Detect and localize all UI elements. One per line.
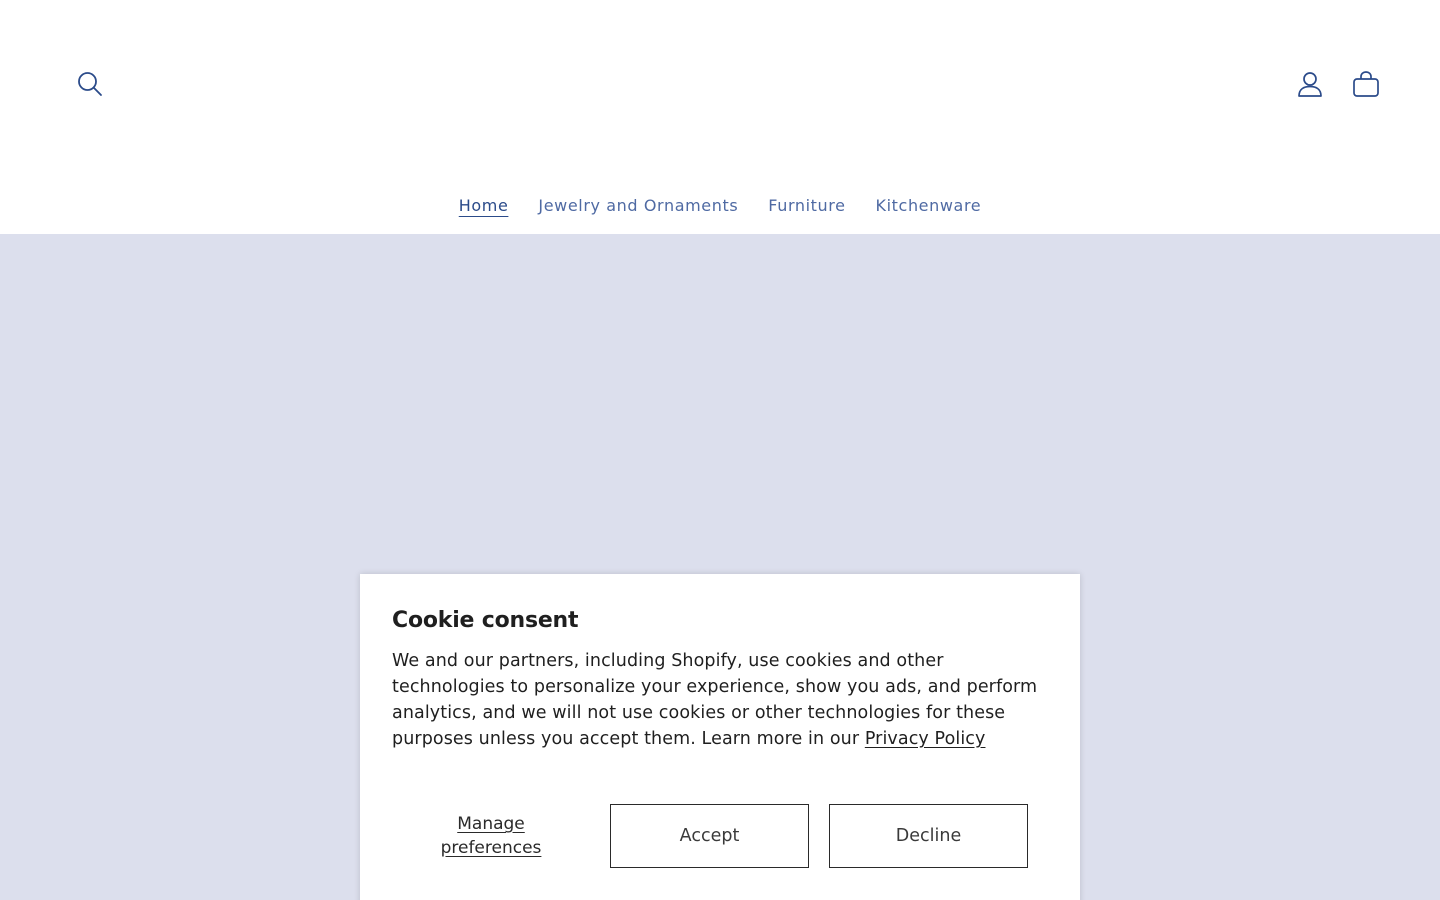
decline-button[interactable]: Decline: [829, 804, 1028, 868]
nav-item-jewelry-and-ornaments[interactable]: Jewelry and Ornaments: [538, 196, 739, 215]
cookie-consent-body: We and our partners, including Shopify, use cookies and other technologies to personalize your experience, show you ads, and perform analytics, and we will not use cookies or other technologies for these purposes unless you accept them. Learn more in our: [392, 651, 1038, 749]
cookie-consent-dialog: [360, 574, 1080, 900]
nav-item-home[interactable]: Home: [458, 196, 509, 215]
account-icon: [1297, 71, 1323, 97]
cookie-actions: [392, 804, 1048, 868]
search-icon: [77, 71, 103, 97]
cart-icon: [1352, 70, 1380, 98]
search-button[interactable]: [68, 62, 112, 106]
cookie-consent-text: [392, 648, 1052, 752]
manage-preferences-button[interactable]: [392, 804, 590, 868]
manage-preferences-label: Manage preferences: [440, 814, 542, 858]
nav-item-kitchenware[interactable]: Kitchenware: [875, 196, 982, 215]
cart-button[interactable]: [1344, 62, 1388, 106]
site-header: [0, 0, 1440, 234]
nav-item-furniture[interactable]: Furniture: [768, 196, 846, 215]
cookie-consent-title: Cookie consent: [392, 608, 579, 633]
privacy-policy-link[interactable]: Privacy Policy: [864, 729, 986, 749]
main-nav: [0, 188, 1440, 224]
accept-button[interactable]: Accept: [610, 804, 809, 868]
account-button[interactable]: [1288, 62, 1332, 106]
